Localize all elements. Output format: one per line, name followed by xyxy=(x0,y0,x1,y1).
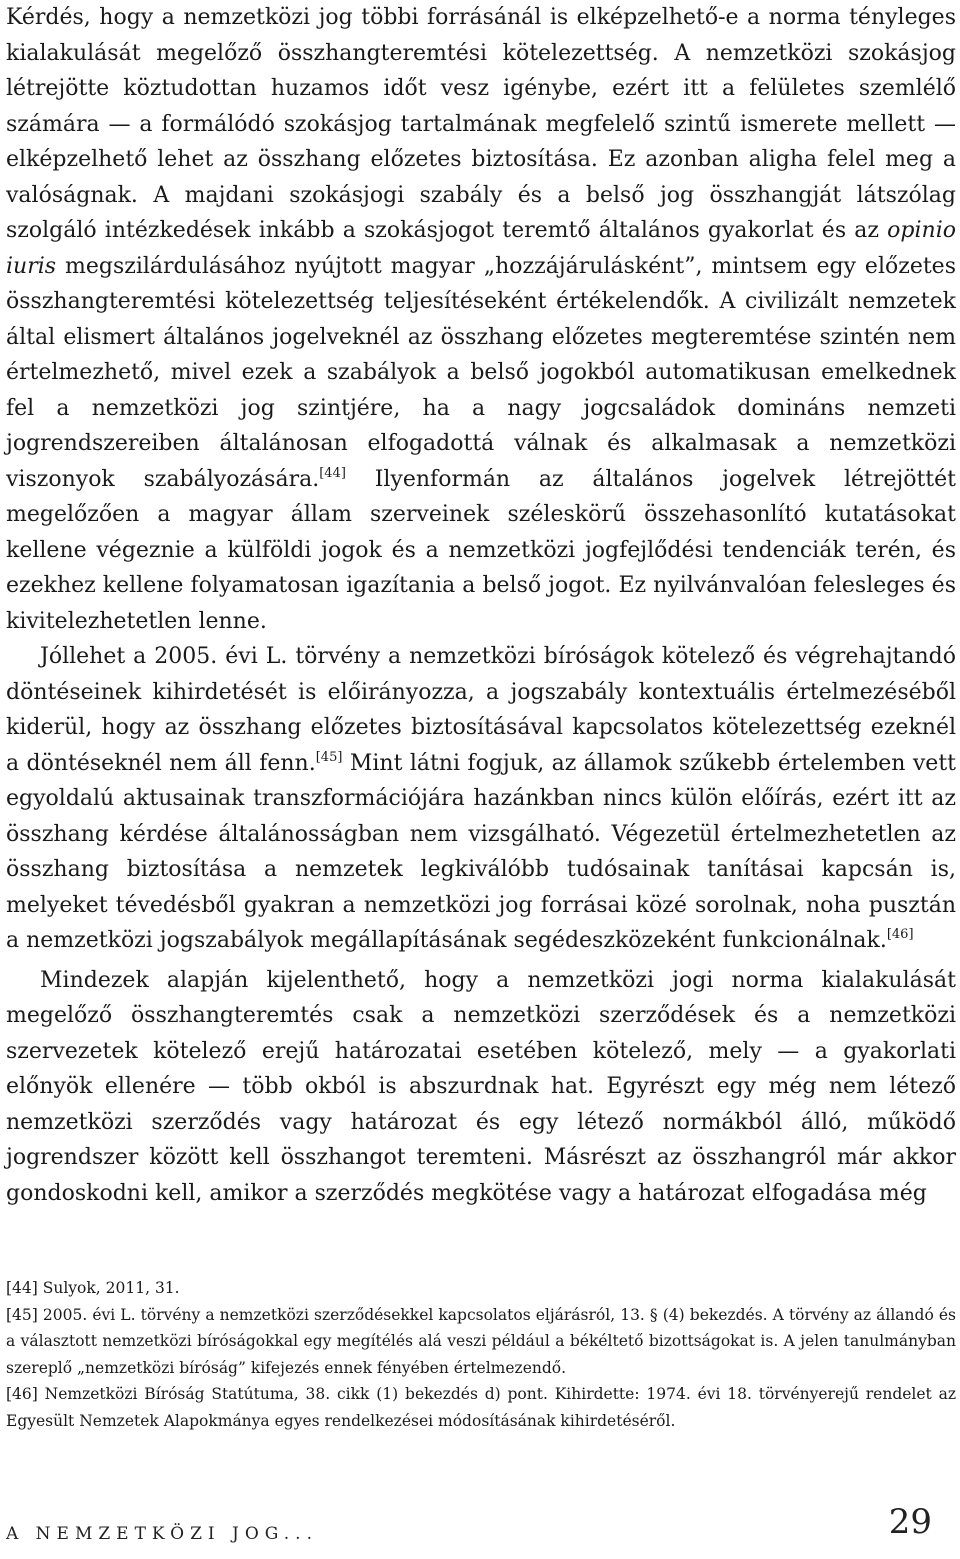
paragraph-2-text-a: Jóllehet a 2005. évi L. törvény a nemzetközi bíróságok kötelező és végrehajtandó döntéseinek kihirdetését is előirányozza, a jogszabály kontextuális értelmezéséből kiderül, hogy az összhang előzetes biztosításával kapcsolatos kötelezettség ezeknél a döntéseknél nem áll fenn. xyxy=(6,644,956,776)
footnote-ref-44[interactable]: [44] xyxy=(319,465,346,481)
paragraph-1-text-a: Kérdés, hogy a nemzetközi jog többi forrásánál is elképzelhető-e a norma tényleges kialakulását megelőző összhangteremtési kötelezettség. A nemzetközi szokásjog létrejötte köztudottan huzamos időt vesz igénybe, ezért itt a felületes szemlélő számára — a formálódó szokásjog tartalmának megfelelő szintű ismerete mellett — elképzelhető lehet az összhang előzetes biztosítása. Ez azonban aligha felel meg a valóságnak. A majdani szokásjogi szabály és a belső jog összhangját látszólag szolgáló intézkedések inkább a szokásjogot teremtő általános gyakorlat és az xyxy=(6,5,956,243)
footnote-46: [46] Nemzetközi Bíróság Statútuma, 38. cikk (1) bekezdés d) pont. Kihirdette: 1974. évi 18. törvényerejű rendelet az Egyesült Nemzetek Alapokmánya egyes rendelkezései módosításának kihirdetéséről. xyxy=(6,1385,956,1430)
paragraph-1-text-b: megszilárdulásához nyújtott magyar „hozzájárulásként”, mintsem egy előzetes összhangteremtési kötelezettség teljesítéseként értékelendők. A civilizált nemzetek által elismert általános jogelveknél az összhang előzetes megteremtése szintén nem értelmezhető, mivel ezek a szabályok a belső jogokból automatikusan emelkednek fel a nemzetközi jog szintjére, ha a nagy jogcsaládok domináns nemzeti jogrendszereiben általánosan elfogadottá válnak és alkalmasak a nemzetközi viszonyok szabályozására. xyxy=(6,253,956,492)
paragraph-2-text-b: Mint látni fogjuk, az államok szűkebb értelemben vett egyoldalú aktusainak transzformációjára hazánkban nincs külön előírás, ezért itt az összhang kérdése általánosságban nem vizsgálható. Végezetül értelmezhetetlen az összhang biztosítása a nemzetek legkiválóbb tudósainak tanításai kapcsán is, melyeket tévedésből gyakran a nemzetközi jog forrásai közé sorolnak, noha pusztán a nemzetközi jogszabályok megállapításának segédeszközeként funkcionálnak. xyxy=(6,750,957,953)
page-number: 29 xyxy=(888,1502,932,1542)
footnote-44: [44] Sulyok, 2011, 31. xyxy=(6,1279,180,1297)
paragraph-1-text-c: Ilyenformán az általános jogelvek létrejöttét megelőzően a magyar állam szerveinek széleskörű összehasonlító kutatásokat kellene végeznie a külföldi jogok és a nemzetközi jogfejlődési tendenciák terén, és ezekhez kellene folyamatosan igazítania a belső jogot. Ez nyilvánvalóan felesleges és kivitelezhetetlen lenne. xyxy=(6,466,957,634)
main-text xyxy=(6,0,956,1211)
latin-term: opinio iuris xyxy=(6,218,956,279)
running-title: A NEMZETKÖZI JOG... xyxy=(6,1524,318,1544)
paragraph-3: Mindezek alapján kijelenthető, hogy a nemzetközi jogi norma kialakulását megelőző összhangteremtés csak a nemzetközi szerződések és a nemzetközi szervezetek kötelező erejű határozatai esetében kötelező, mely — a gyakorlati előnyök ellenére — több okból is abszurdnak hat. Egyrészt egy még nem létező nemzetközi szerződés vagy határozat és egy létező normákból álló, működő jogrendszer között kell összhangot teremteni. Másrészt az összhangról már akkor gondoskodni kell, amikor a szerződés megkötése vagy a határozat elfogadása még xyxy=(6,967,956,1206)
footnotes xyxy=(6,1275,956,1434)
footnote-ref-45[interactable]: [45] xyxy=(315,749,343,765)
paragraph-1 xyxy=(6,0,956,639)
paragraph-2 xyxy=(6,639,956,959)
footnote-ref-46[interactable]: [46] xyxy=(886,927,914,942)
footnote-45: [45] 2005. évi L. törvény a nemzetközi szerződésekkel kapcsolatos eljárásról, 13. § (4) bekezdés. A törvény az állandó és a választott nemzetközi bíróságokkal egy megítélés alá veszi például a békéltető bizottságokat is. A jelen tanulmányban szereplő „nemzetközi bíróság” kifejezés ennek fényében értelmezendő. xyxy=(6,1305,956,1377)
